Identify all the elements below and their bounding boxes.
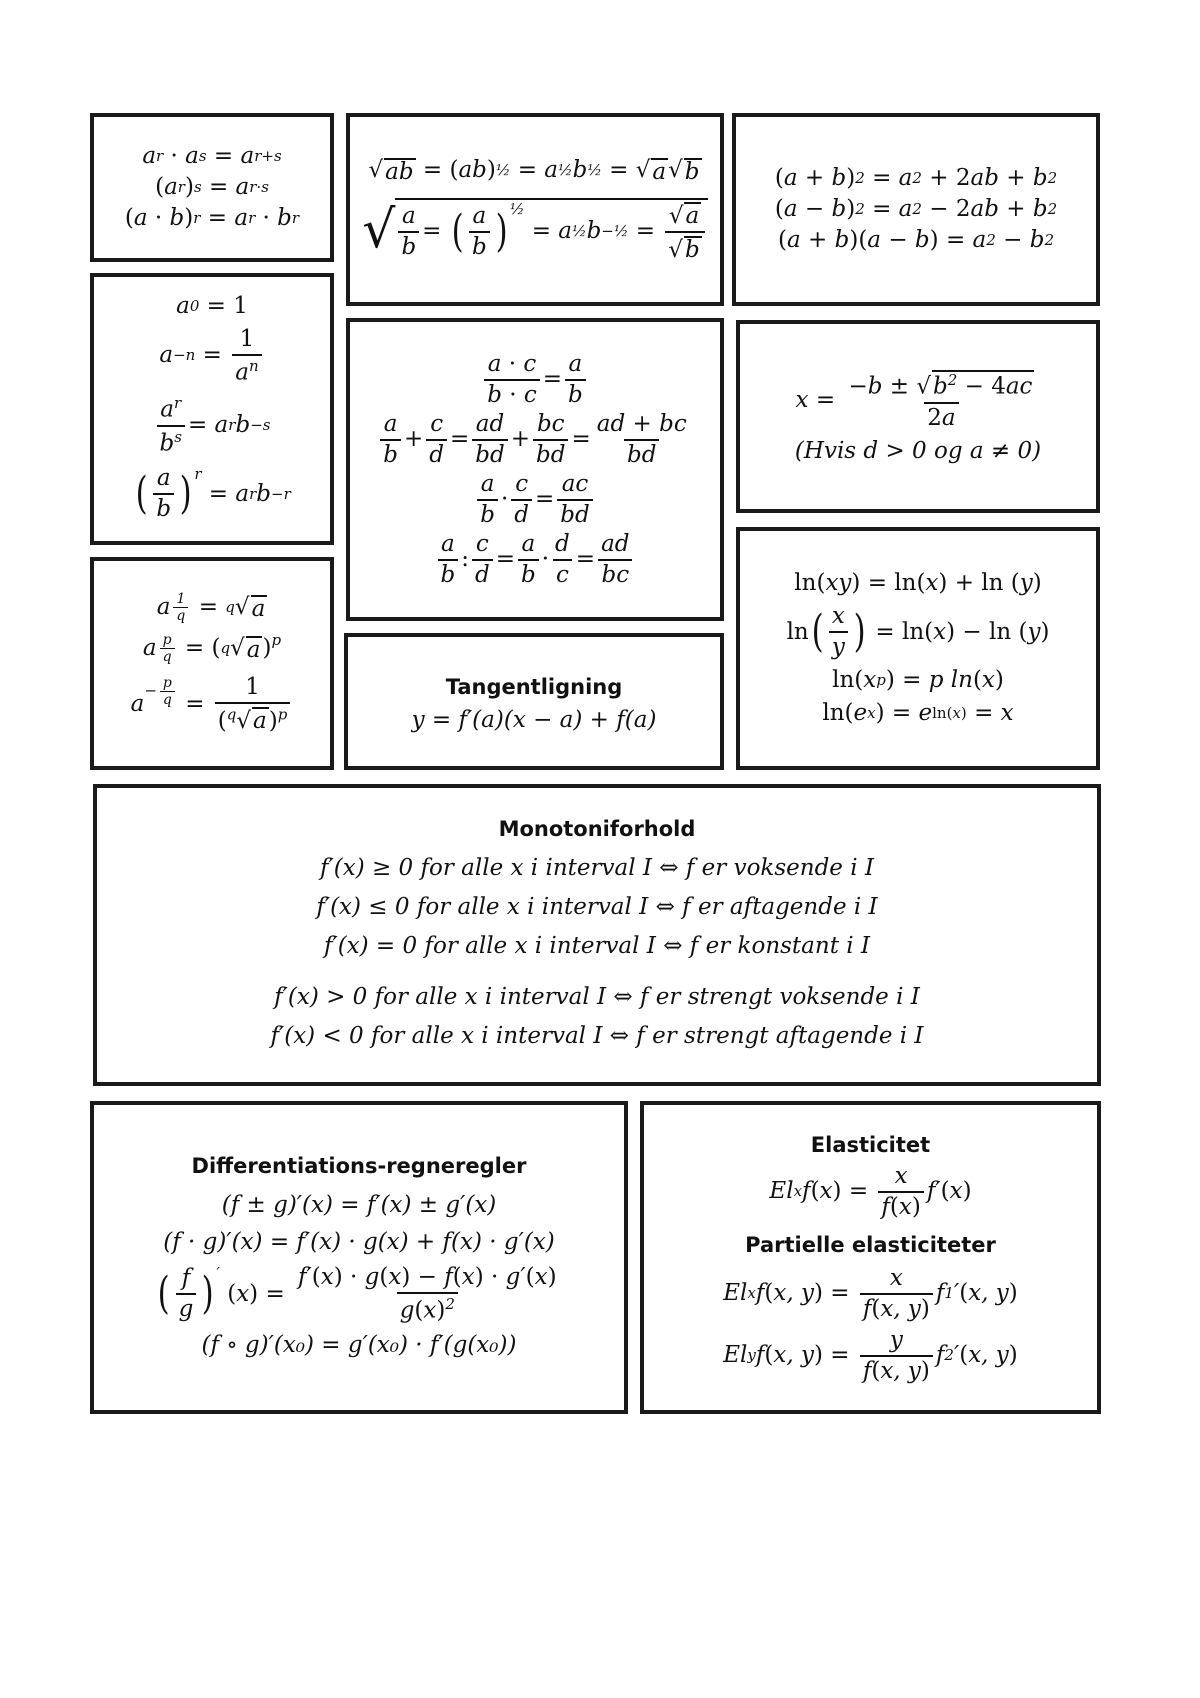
formula-rational-exponent: a $\frac{p}{q}$ = ( q √ a ) $^p$	[142, 631, 282, 665]
formula-chain-rule: (f ∘ g)′(x₀) = g′(x₀) · f′(g(x₀))	[201, 1332, 517, 1359]
formula-square-sum: ( a + b ) 2 = a 2 + 2 ab + b 2	[774, 165, 1058, 191]
formula-root-as-exponent: a $\frac{1}{q}$ = q √ a	[156, 591, 266, 624]
monotony-line-strictly-increasing: f′(x) > 0 for alle x i interval I ⇔ f er strengt voksende i I	[274, 983, 920, 1010]
box-exponent-rules	[90, 113, 334, 262]
formula-tangent: y = f′(a)(x − a) + f(a)	[411, 707, 657, 733]
formula-fraction-add: $\frac{a}{b}$ + $\frac{c}{d}$ = $\frac{ad}{bd}$ + $\frac{bc}{bd}$ = $\frac{ad + bc}{bd}$	[377, 413, 692, 467]
box-monotony	[93, 784, 1101, 1086]
box-roots	[346, 113, 724, 306]
formula-zero-exponent: a 0 = 1	[176, 292, 248, 319]
formula-difference-of-squares: ( a + b )( a − b ) = a 2 − b 2	[778, 227, 1054, 253]
formula-negative-rational-exponent: a − $\frac{p}{q}$ = $\frac{1}{(^q√a)^p}$	[131, 676, 294, 733]
box-binomials	[732, 113, 1100, 306]
formula-elasticity: El x f ( x ) = $\frac{x}{f(x)}$ f′ ( x )	[769, 1162, 972, 1220]
formula-fraction-multiply: $\frac{a}{b}$ · $\frac{c}{d}$ = $\frac{ac}{bd}$	[474, 473, 596, 527]
monotony-line-increasing: f′(x) ≥ 0 for alle x i interval I ⇔ f er voksende i I	[320, 854, 874, 881]
box-elasticity	[640, 1101, 1101, 1414]
formula-fraction-divide: $\frac{a}{b}$ : $\frac{c}{d}$ = $\frac{a}{b}$ · $\frac{d}{c}$ = $\frac{ad}{bc}$	[435, 533, 636, 587]
elasticity-title: Elasticitet	[810, 1132, 931, 1157]
formula-root-product: √ ab = ( ab ) ½ = a ½ b ½ = √ a √ b	[368, 157, 700, 185]
monotony-line-constant: f′(x) = 0 for alle x i interval I ⇔ f er konstant i I	[323, 932, 871, 959]
formula-negative-exponent: a −n = $\frac{1}{a^n}$	[159, 328, 264, 385]
formula-product-rule: (f · g)′(x) = f′(x) · g(x) + f(x) · g′(x)	[163, 1228, 555, 1255]
differentiation-title: Differentiations-regneregler	[191, 1153, 527, 1178]
formula-fraction-reduce: $\frac{a \cdot c}{b \cdot c}$ = $\frac{a}{b}$	[481, 353, 589, 407]
formula-log-quotient: ln ( $\frac{x}{y}$ ) = ln( x ) − ln ( y )	[786, 603, 1050, 660]
box-rational-exponents	[90, 557, 334, 770]
formula-root-quotient: √ $\frac{a}{b}$ = ( $\frac{a}{b}$ ) $^{\frac{1}{2}}$ = a ½ b −½ = $\frac{√a}{√b}$	[362, 198, 707, 262]
formula-square-difference: ( a − b ) 2 = a 2 − 2 ab + b 2	[774, 196, 1058, 222]
box-logarithms	[736, 527, 1100, 770]
binomial-formulas	[775, 159, 1057, 260]
box-quadratic-formula	[736, 320, 1100, 513]
formula-quotient-rule: ( $\frac{f}{g}$ ) ′ ( x ) = $\frac{f'(x) \cdot g(x) - f(x) \cdot g'(x)}{g(x)^2}$	[157, 1263, 557, 1324]
formula-log-product: ln( xy ) = ln( x ) + ln ( y )	[794, 570, 1042, 596]
formula-quadratic: x = $\frac{-b \pm √b^2 - 4ac}{2a}$	[795, 371, 1033, 431]
monotony-line-strictly-decreasing: f′(x) < 0 for alle x i interval I ⇔ f er strengt aftagende i I	[270, 1022, 924, 1049]
formula-fraction-power: ( $\frac{a}{b}$ ) $^r$ = a r b −r	[135, 465, 291, 523]
box-differentiation	[90, 1101, 628, 1414]
formula-power-of-product: ( a · b ) r = a r · b r	[124, 205, 300, 231]
formula-sum-rule: (f ± g)′(x) = f′(x) ± g′(x)	[221, 1191, 497, 1218]
formula-partial-elasticity-y: El y f ( x, y ) = $\frac{y}{f(x, y)}$ f 2 ′ ( x, y )	[723, 1326, 1018, 1384]
box-tangent	[344, 633, 724, 770]
tangent-title: Tangentligning	[445, 675, 623, 699]
formula-product-powers: a r · a s = a r+s	[142, 143, 282, 169]
formula-partial-elasticity-x: El x f ( x, y ) = $\frac{x}{f(x, y)}$ f 1 ′ ( x, y )	[723, 1264, 1018, 1322]
box-fractions	[346, 318, 724, 621]
exponent-rules-formulas	[125, 137, 299, 238]
formula-log-power: ln( x p ) = p ln ( x )	[832, 667, 1004, 693]
quadratic-condition: (Hvis d > 0 og a ≠ 0)	[794, 437, 1042, 464]
monotony-line-decreasing: f′(x) ≤ 0 for alle x i interval I ⇔ f er aftagende i I	[316, 893, 878, 920]
monotony-title: Monotoniforhold	[498, 816, 696, 841]
formula-quotient-exponent: $\frac{a^r}{b^s}$ = a r b −s	[154, 396, 271, 455]
box-negative-exponents	[90, 273, 334, 545]
partial-elasticity-title: Partielle elasticiteter	[745, 1232, 996, 1257]
formula-log-exp: ln( e x ) = e ln(x) = x	[822, 700, 1014, 726]
formula-power-of-power: ( a r ) s = a r·s	[155, 174, 269, 200]
